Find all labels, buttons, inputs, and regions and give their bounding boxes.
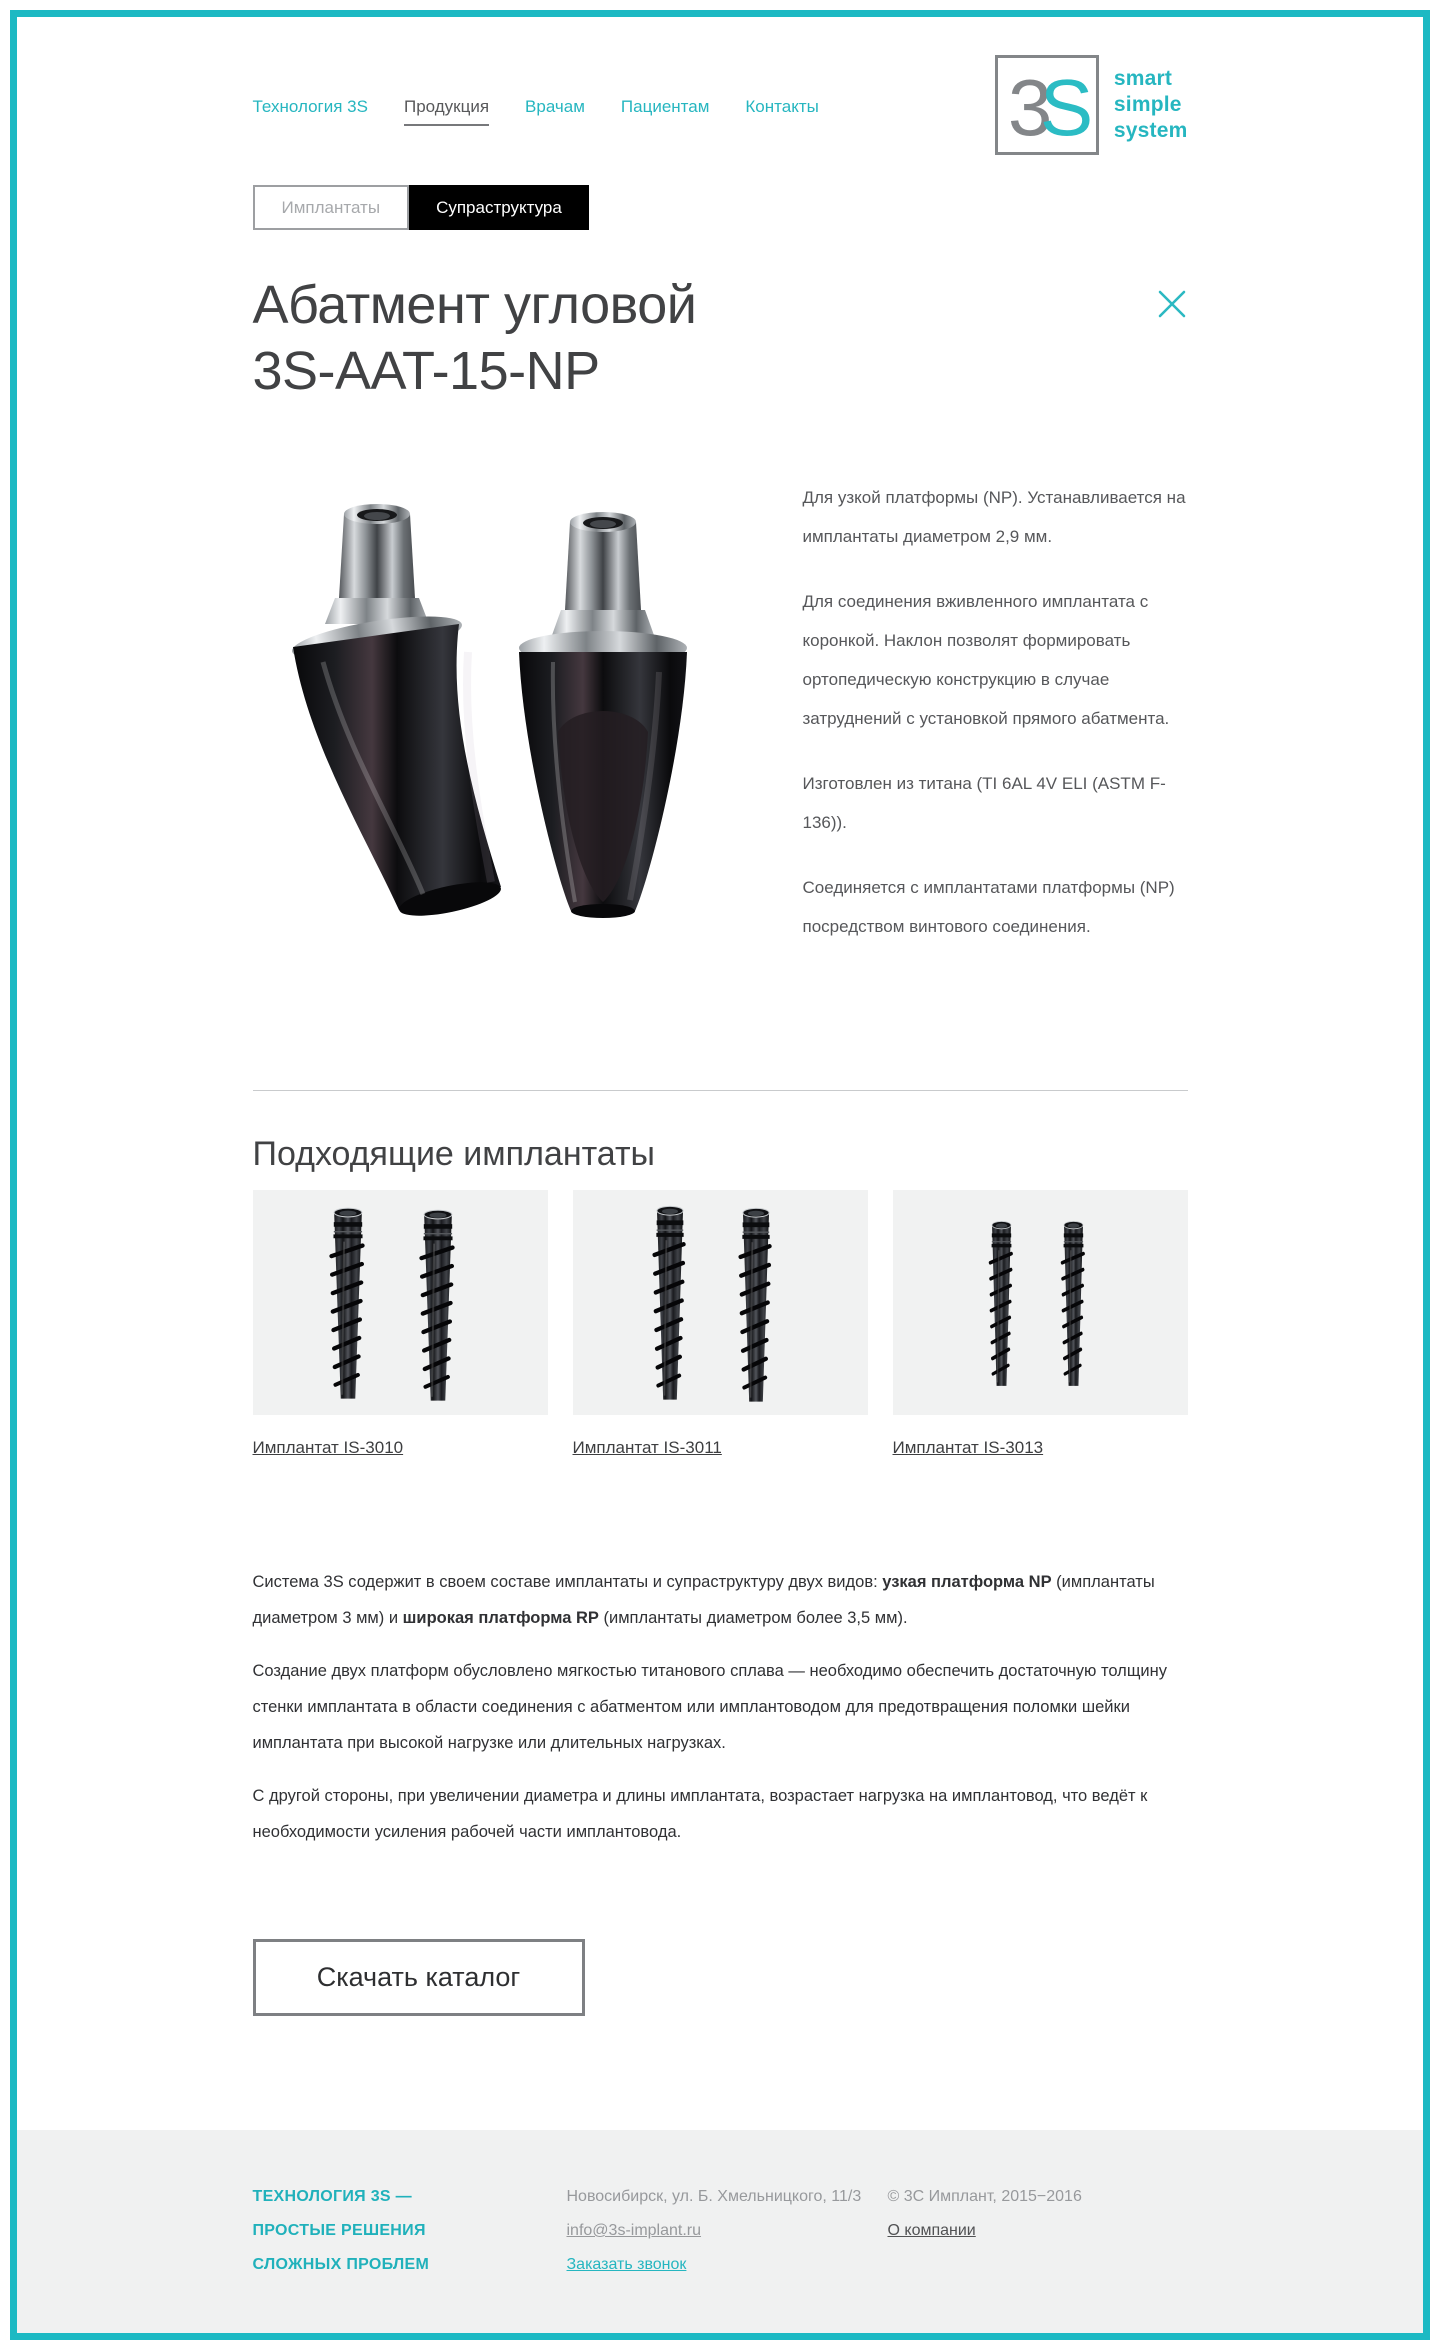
page-title-line2: 3S-AAT-15-NP xyxy=(252,341,600,401)
page-title xyxy=(253,272,697,404)
close-icon xyxy=(1156,288,1188,320)
main-nav xyxy=(253,97,819,126)
footer-tagline-line: ПРОСТЫЕ РЕШЕНИЯ xyxy=(252,2222,426,2239)
logo-text-line: simple xyxy=(1113,93,1182,116)
abutment-straight xyxy=(519,512,687,918)
tab-implants[interactable]: Имплантаты xyxy=(253,185,410,230)
footer-call-link[interactable]: Заказать звонок xyxy=(566,2256,687,2273)
footer-about-link[interactable]: О компании xyxy=(887,2222,976,2239)
product-paragraph: Для узкой платформы (NP). Устанавливается на имплантаты диаметром 2,9 мм. xyxy=(802,488,1186,546)
product-paragraph: Соединяется с имплантатами платформы (NP) посредством винтового соединения. xyxy=(802,878,1175,936)
footer-contacts xyxy=(567,2180,888,2282)
implant-image-is-3013[interactable] xyxy=(893,1190,1188,1415)
header xyxy=(253,17,1188,155)
logo-text-line: smart xyxy=(1113,67,1173,90)
about-system-text xyxy=(253,1564,1188,1850)
nav-item-patients[interactable]: Пациентам xyxy=(620,97,710,116)
page-frame xyxy=(10,10,1430,2340)
about-paragraph-platforms: Система 3S содержит в своем составе имплантаты и супраструктуру двух видов: узкая платформа NP (имплантаты диаметром 3 мм) и широкая платформа RP (имплантаты диаметром более 3,5 мм). xyxy=(252,1573,1155,1627)
product-description xyxy=(803,462,1188,972)
related-heading: Подходящие имплантаты xyxy=(252,1135,655,1173)
nav-item-technology[interactable]: Технология 3S xyxy=(252,97,368,116)
footer-tagline xyxy=(253,2180,567,2282)
footer-email-link[interactable]: info@3s-implant.ru xyxy=(566,2222,702,2239)
related-card xyxy=(893,1190,1188,1458)
nav-item-doctors[interactable]: Врачам xyxy=(525,97,585,116)
footer xyxy=(17,2130,1423,2333)
about-paragraph-alloy: Создание двух платформ обусловлено мягкостью титанового сплава — необходимо обеспечить достаточную толщину стенки имплантата в области соединения с абатментом или имплантоводом для предотвращения поломки шейки имплантата при высокой нагрузке или длительных нагрузках. xyxy=(252,1662,1167,1752)
related-implants xyxy=(253,1190,1188,1458)
implant-image-is-3011[interactable] xyxy=(573,1190,868,1415)
footer-tagline-line: СЛОЖНЫХ ПРОБЛЕМ xyxy=(252,2256,430,2273)
about-paragraph-load: С другой стороны, при увеличении диаметра и длины имплантата, возрастает нагрузка на имплантовод, что ведёт к необходимости усиления рабочей части имплантовода. xyxy=(252,1787,1148,1841)
download-catalog-button[interactable]: Скачать каталог xyxy=(253,1939,585,2016)
related-card xyxy=(573,1190,868,1458)
footer-tagline-line: ТЕХНОЛОГИЯ 3S — xyxy=(252,2188,412,2205)
product-paragraph: Для соединения вживленного имплантата с коронкой. Наклон позволят формировать ортопедическую конструкцию в случае затруднений с установкой прямого абатмента. xyxy=(802,592,1170,728)
logo-digit-3: 3 xyxy=(1007,63,1053,152)
logo-text xyxy=(1114,66,1188,144)
footer-address: Новосибирск, ул. Б. Хмельницкого, 11/3 xyxy=(566,2188,862,2205)
page-title-line1: Абатмент угловой xyxy=(252,275,697,335)
logo-letter-s: S xyxy=(1039,63,1094,152)
close-button[interactable] xyxy=(1156,288,1188,320)
footer-company xyxy=(888,2180,1188,2282)
implant-image-is-3010[interactable] xyxy=(253,1190,548,1415)
implant-link-is-3011[interactable]: Имплантат IS-3011 xyxy=(572,1438,722,1457)
product-paragraph: Изготовлен из титана (TI 6AL 4V ELI (ASTM F-136)). xyxy=(802,774,1166,832)
related-card xyxy=(253,1190,548,1458)
footer-copyright: © 3С Имплант, 2015−2016 xyxy=(887,2188,1082,2205)
implant-link-is-3010[interactable]: Имплантат IS-3010 xyxy=(252,1438,404,1457)
logo-3s[interactable] xyxy=(995,55,1188,155)
nav-item-products[interactable]: Продукция xyxy=(404,97,489,126)
logo-text-line: system xyxy=(1113,119,1188,142)
nav-item-contacts[interactable]: Контакты xyxy=(745,97,819,116)
product-image-abutments xyxy=(253,462,803,924)
tab-superstructure[interactable]: Супраструктура xyxy=(409,185,589,230)
abutment-angled xyxy=(289,504,503,923)
implant-link-is-3013[interactable]: Имплантат IS-3013 xyxy=(892,1438,1044,1457)
logo-monogram xyxy=(995,55,1099,155)
section-divider xyxy=(253,1090,1188,1091)
product-tabs xyxy=(253,185,1188,230)
